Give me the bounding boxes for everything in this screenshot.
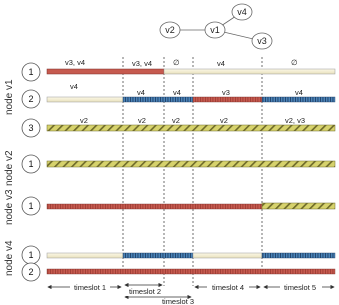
label-r3-4: v2 bbox=[220, 116, 228, 125]
svg-text:v2: v2 bbox=[165, 25, 175, 35]
label-r2-2: v4 bbox=[137, 88, 145, 97]
timeslot-2-label: timeslot 2 bbox=[128, 287, 162, 296]
label-r1-3: ∅ bbox=[173, 58, 180, 67]
channel-circles bbox=[22, 63, 40, 281]
label-r3-2: v2 bbox=[138, 116, 146, 125]
node-labels bbox=[4, 79, 15, 276]
bar-v1-1 bbox=[47, 69, 335, 74]
graph-node-v1 bbox=[205, 22, 225, 38]
svg-text:v3: v3 bbox=[257, 36, 267, 46]
svg-text:1: 1 bbox=[28, 159, 34, 169]
bar-v4-2 bbox=[47, 269, 335, 274]
channel-circle-v4-2 bbox=[22, 263, 40, 281]
timeslot-labels bbox=[70, 282, 322, 305]
svg-text:1: 1 bbox=[28, 67, 34, 77]
label-r3-5: v2, v3 bbox=[285, 116, 306, 125]
node-label-v3: node v3 bbox=[4, 189, 15, 225]
timeslot-3-label: timeslot 3 bbox=[161, 297, 195, 305]
bars bbox=[47, 69, 335, 274]
graph-node-v3 bbox=[252, 33, 272, 49]
svg-text:3: 3 bbox=[28, 123, 34, 133]
label-r2-3: v4 bbox=[173, 88, 181, 97]
channel-circle-v1-2 bbox=[22, 90, 40, 108]
svg-text:1: 1 bbox=[28, 250, 34, 260]
label-r1-5: ∅ bbox=[291, 58, 298, 67]
node-label-v4: node v4 bbox=[4, 240, 15, 276]
svg-text:2: 2 bbox=[28, 94, 34, 104]
graph-node-v2 bbox=[160, 22, 180, 38]
label-r1-1: v3, v4 bbox=[65, 58, 86, 67]
graph bbox=[160, 4, 272, 49]
channel-circle-v1-3 bbox=[22, 119, 40, 137]
bar-v4-1 bbox=[47, 253, 335, 258]
node-label-v1: node v1 bbox=[4, 79, 15, 115]
svg-text:2: 2 bbox=[28, 267, 34, 277]
channel-circle-v4-1 bbox=[22, 246, 40, 264]
timeslot-5-label: timeslot 5 bbox=[283, 283, 317, 292]
label-r3-1: v2 bbox=[80, 116, 88, 125]
timeslot-1-label: timeslot 1 bbox=[73, 283, 107, 292]
label-r2-1: v4 bbox=[70, 82, 78, 91]
bar-v3-1 bbox=[47, 203, 335, 209]
bar-v1-3 bbox=[47, 125, 335, 131]
label-r3-3: v2 bbox=[172, 116, 180, 125]
bar-labels bbox=[65, 58, 305, 125]
label-r1-4: v4 bbox=[217, 59, 225, 68]
label-r2-5: v4 bbox=[295, 88, 303, 97]
svg-text:v4: v4 bbox=[237, 7, 247, 17]
timeslot-4-label: timeslot 4 bbox=[211, 283, 245, 292]
label-r1-2: v3, v4 bbox=[132, 59, 153, 68]
channel-circle-v3-1 bbox=[22, 197, 40, 215]
label-r2-4: v3 bbox=[222, 88, 230, 97]
node-label-v2: node v2 bbox=[4, 150, 15, 186]
svg-text:v1: v1 bbox=[210, 25, 220, 35]
svg-text:1: 1 bbox=[28, 201, 34, 211]
channel-circle-v1-1 bbox=[22, 63, 40, 81]
graph-node-v4 bbox=[232, 4, 252, 20]
bar-v1-2 bbox=[47, 97, 335, 102]
bar-v2-1 bbox=[47, 161, 335, 167]
channel-circle-v2-1 bbox=[22, 155, 40, 173]
